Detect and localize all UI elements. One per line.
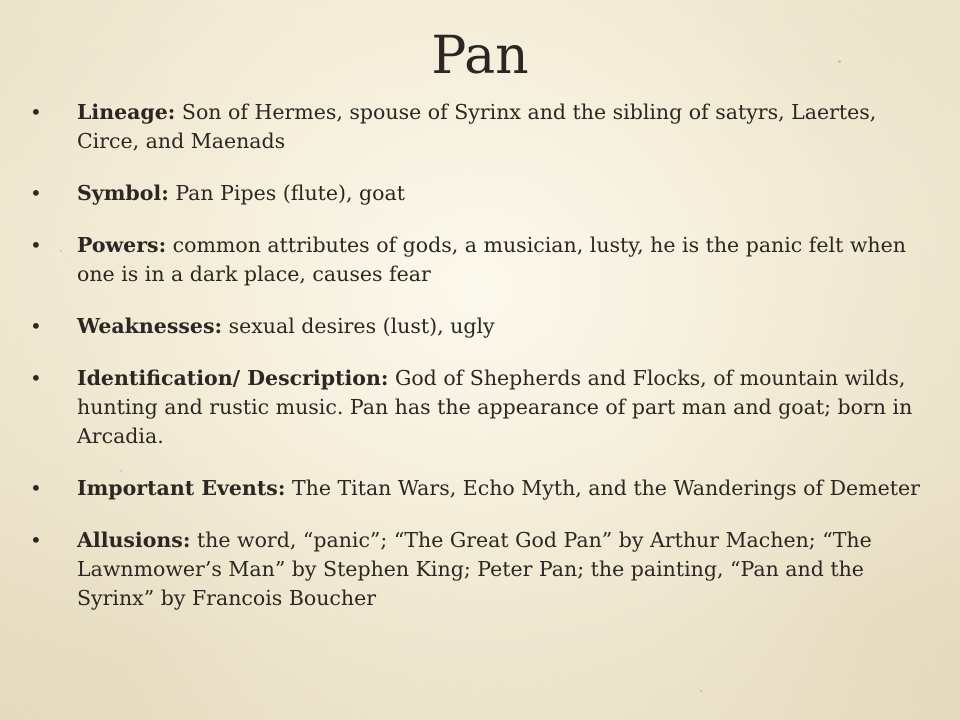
bullet-icon: • <box>30 528 42 552</box>
bullet-icon: • <box>30 366 42 390</box>
bullet-icon: • <box>30 233 42 257</box>
bullet-label: Identification/ Description: <box>77 366 389 390</box>
bullet-symbol <box>30 179 930 208</box>
bullet-icon: • <box>30 100 42 124</box>
bullet-list <box>30 98 930 636</box>
bullet-important-events <box>30 474 930 503</box>
bullet-text: The Titan Wars, Echo Myth, and the Wanderings of Demeter <box>291 476 920 500</box>
bullet-label: Weaknesses: <box>77 314 223 338</box>
bullet-label: Important Events: <box>77 476 286 500</box>
bullet-text: sexual desires (lust), ugly <box>228 314 495 338</box>
bullet-text: God of Shepherds and Flocks, of mountain wilds, hunting and rustic music. Pan has the appearance of part man and goat; born in Arcadia. <box>77 366 913 448</box>
bullet-allusions <box>30 526 930 613</box>
bullet-text: the word, “panic”; “The Great God Pan” by Arthur Machen; “The Lawnmower’s Man” by Stephen King; Peter Pan; the painting, “Pan and the Syrinx” by Francois Boucher <box>77 528 872 610</box>
bullet-icon: • <box>30 314 42 338</box>
bullet-icon: • <box>30 181 42 205</box>
bullet-text: common attributes of gods, a musician, lusty, he is the panic felt when one is in a dark place, causes fear <box>77 233 906 286</box>
bullet-identification <box>30 364 930 451</box>
bullet-text: Son of Hermes, spouse of Syrinx and the sibling of satyrs, Laertes, Circe, and Maenads <box>77 100 877 153</box>
bullet-label: Powers: <box>77 233 167 257</box>
paper-speck <box>700 690 702 692</box>
bullet-text: Pan Pipes (flute), goat <box>175 181 405 205</box>
bullet-label: Allusions: <box>77 528 191 552</box>
bullet-label: Symbol: <box>77 181 169 205</box>
bullet-weaknesses <box>30 312 930 341</box>
bullet-powers <box>30 231 930 289</box>
slide-title: Pan <box>431 26 529 86</box>
bullet-label: Lineage: <box>77 100 176 124</box>
bullet-lineage <box>30 98 930 156</box>
bullet-icon: • <box>30 476 42 500</box>
